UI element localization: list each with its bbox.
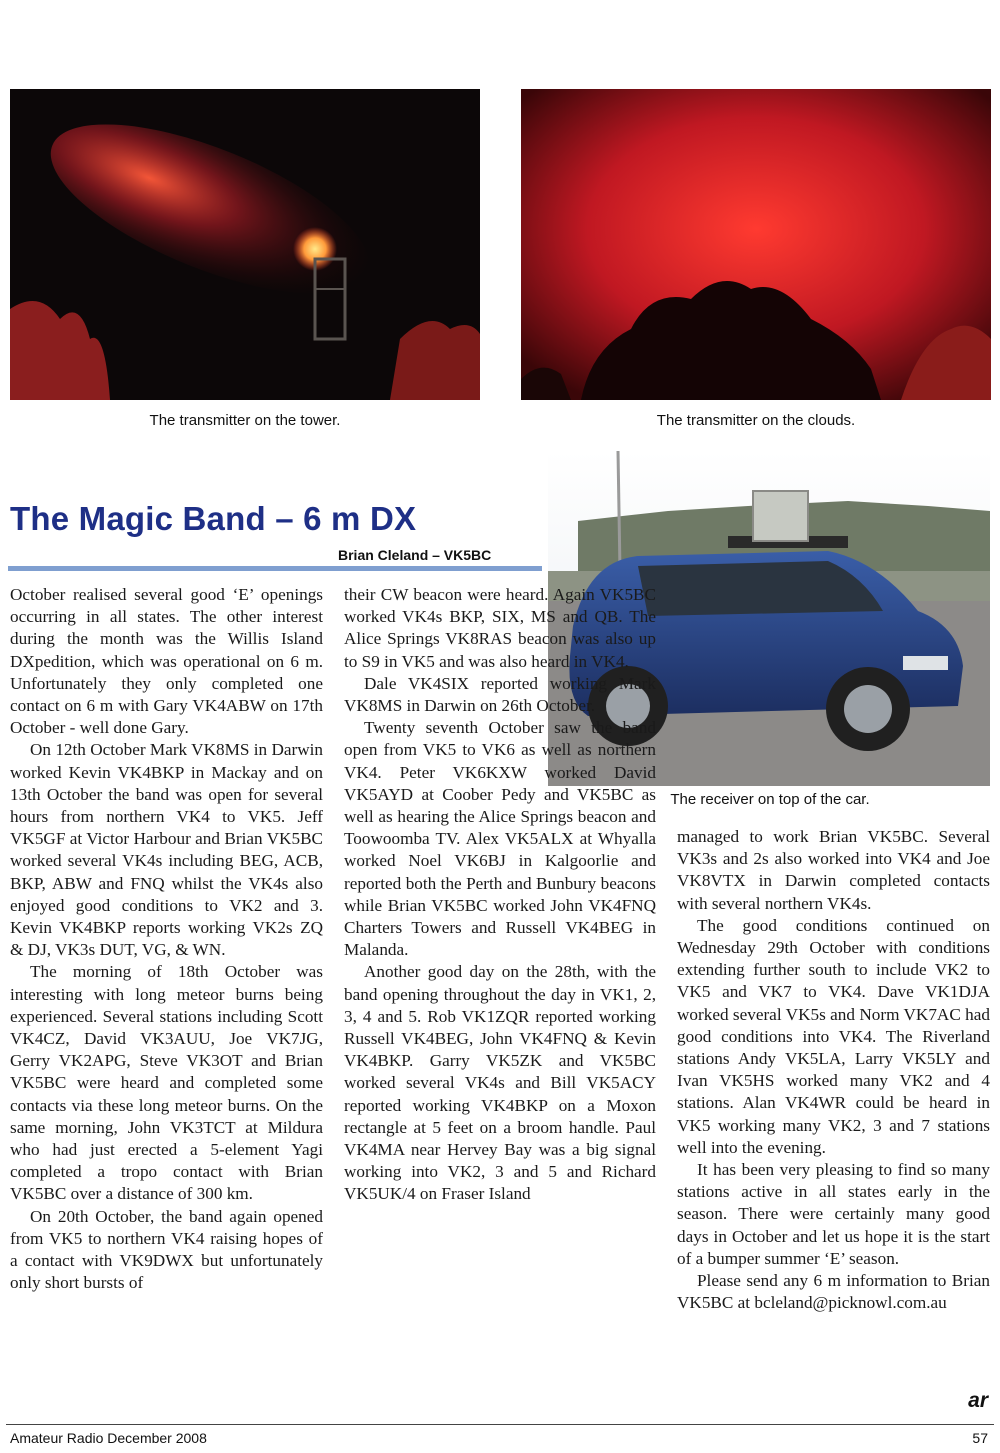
paragraph: managed to work Brian VK5BC. Several VK3s and 2s also worked into VK4 and Joe VK8VTX in Darwin completed contacts with several northern VK4s. — [677, 827, 990, 913]
article-end-mark: ar — [968, 1389, 988, 1412]
footer-rule — [6, 1424, 994, 1425]
photo-tower-image — [10, 89, 480, 400]
footer-publication: Amateur Radio December 2008 — [10, 1430, 207, 1446]
photo-transmitter-clouds — [521, 89, 991, 400]
article-column-2 — [344, 584, 656, 1206]
article-byline: Brian Cleland – VK5BC — [338, 547, 492, 563]
paragraph: their CW beacon were heard. Again VK5BC worked VK4s BKP, SIX, MS and QB. The Alice Springs VK8RAS beacon was also up to S9 in VK5 and was also heard in VK4. — [344, 585, 656, 671]
paragraph: It has been very pleasing to find so many stations active in all states early in the season. There were certainly many good days in October and let us hope it is the start of a bumper summer ‘E’ season. — [677, 1160, 990, 1268]
article-column-3 — [677, 826, 990, 1314]
title-underline — [8, 566, 542, 571]
footer-page-number: 57 — [972, 1430, 988, 1446]
paragraph: Twenty seventh October saw the band open from VK5 to VK6 as well as northern VK4. Peter VK6KXW worked David VK5AYD at Coober Pedy and VK5BC as well as hearing the Alice Springs beacon and Toowoomba TV. Alex VK5ALX at Whyalla worked Noel VK6BJ in Kalgoorlie and reported both the Perth and Bunbury beacons while Brian VK5BC worked John VK4FNQ Charters Towers and Russell VK4BEG in Malanda. — [344, 718, 656, 960]
paragraph: Another good day on the 28th, with the band opening throughout the day in VK1, 2, 3, 4 and 5. Rob VK1ZQR reported working Russell VK4BEG, John VK4FNQ & Kevin VK4BKP. Garry VK5ZK and VK5BC worked several VK4s and Bill VK5ACY reported working VK4BKP on a Moxon rectangle at 5 feet on a broom handle. Paul VK4MA near Hervey Bay was a big signal working into VK2, 3 and 5 and Richard VK5UK/4 on Fraser Island — [344, 962, 656, 1204]
paragraph: On 12th October Mark VK8MS in Darwin worked Kevin VK4BKP in Mackay and on 13th October the band was open for several hours from northern VK4 to VK5. Jeff VK5GF at Victor Harbour and Brian VK5BC worked several VK4s including BEG, ACB, BKP, ABW and FNQ whilst the VK4s also enjoyed good conditions to VK2 and 3. Kevin VK4BKP reports working VK2s ZQ & DJ, VK3s DUT, VG, & WN. — [10, 740, 323, 960]
paragraph: Please send any 6 m information to Brian VK5BC at bcleland@picknowl.com.au — [677, 1271, 990, 1313]
paragraph: The morning of 18th October was interesting with long meteor burns being experienced. Several stations including Scott VK4CZ, David VK3AUU, Joe VK7JG, Gerry VK2APG, Steve VK3OT and Brian VK5BC were heard and completed some contacts via these long meteor burns. On the same morning, John VK3TCT at Mildura who had just erected a 5-element Yagi completed a tropo contact with Brian VK5BC over a distance of 300 km. — [10, 962, 323, 1204]
caption-transmitter-tower: The transmitter on the tower. — [149, 412, 341, 429]
photo-transmitter-tower — [10, 89, 480, 400]
paragraph: The good conditions continued on Wednesday 29th October with conditions extending further south to include VK2 to VK5 and VK7 to VK4. Dave VK1DJA worked several VK5s and Norm VK7AC had good conditions into VK4. The Riverland stations Andy VK5LA, Larry VK5LY and Ivan VK5HS worked many VK2 and 4 stations. Alan VK4WR could be heard in VK5 working many VK2, 3 and 7 stations well into the evening. — [677, 915, 990, 1157]
photo-clouds-image — [521, 89, 991, 400]
paragraph: October realised several good ‘E’ openings occurring in all states. The other interest during the month was the Willis Island DXpedition, which was operational on 6 m. Unfortunately they only completed one contact on 6 m with Gary VK4ABW on 17th October - well done Gary. — [10, 585, 323, 738]
paragraph: On 20th October, the band again opened from VK5 to northern VK4 raising hopes of a contact with VK9DWX but unfortunately only short bursts of — [10, 1206, 323, 1293]
paragraph: Dale VK4SIX reported working Mark VK8MS in Darwin on 26th October. — [344, 673, 656, 716]
caption-transmitter-clouds: The transmitter on the clouds. — [656, 412, 856, 429]
caption-receiver-car: The receiver on top of the car. — [670, 791, 870, 808]
article-title: The Magic Band – 6 m DX — [10, 500, 417, 537]
article-column-1 — [10, 584, 323, 1295]
